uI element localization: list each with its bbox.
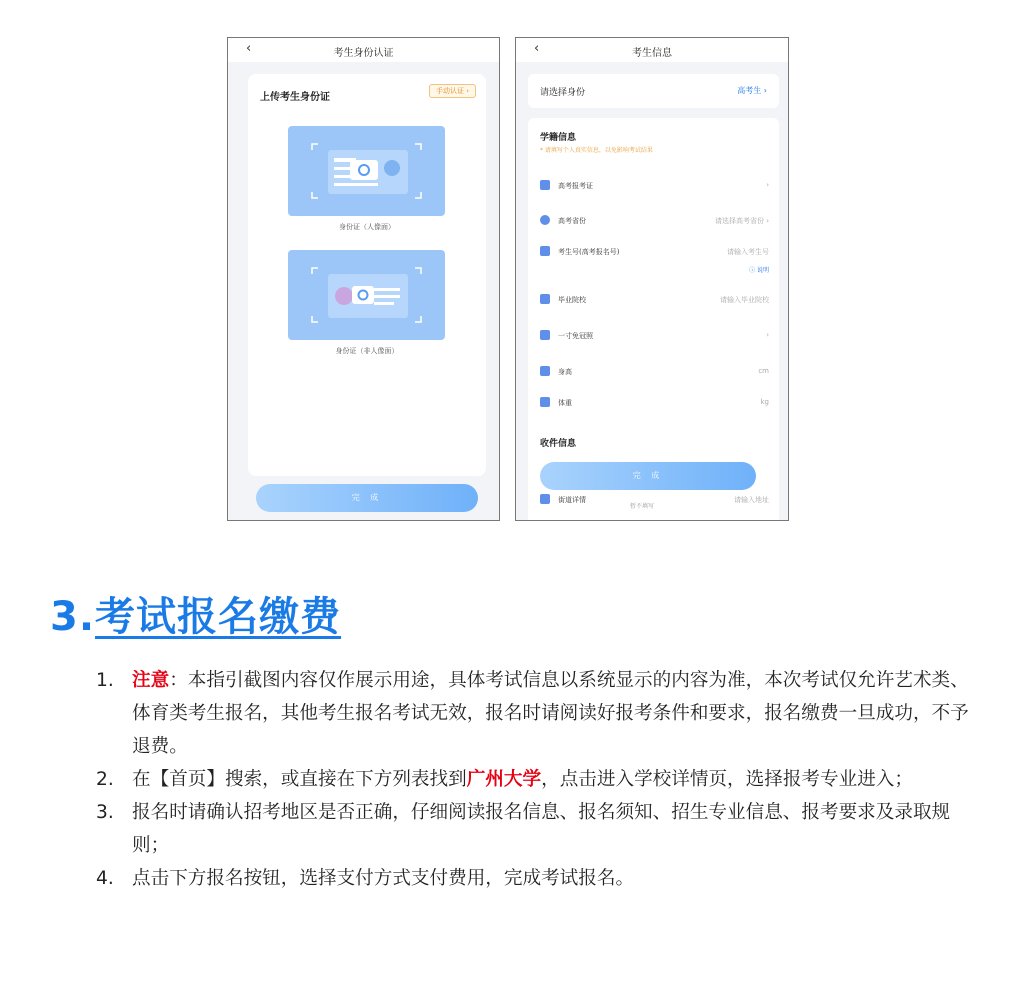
screen-title: 考生信息: [632, 48, 672, 59]
info-form-card: [528, 118, 779, 521]
id-number-icon: [540, 246, 550, 256]
id-card-back-icon: [288, 250, 445, 340]
field-street[interactable]: 街道详情 请输入地址: [540, 492, 769, 508]
screen-title: 考生身份认证: [333, 48, 394, 59]
height-icon: [540, 366, 550, 376]
id-card-front-icon: [288, 126, 445, 216]
field-height[interactable]: 身高 cm: [540, 364, 769, 380]
upload-card: [248, 74, 486, 476]
id-card-back-upload[interactable]: [288, 250, 445, 340]
back-arrow-icon[interactable]: ‹: [246, 41, 252, 56]
skip-link[interactable]: 暂不填写: [630, 503, 655, 510]
weight-icon: [540, 397, 550, 407]
explain-link[interactable]: ⓘ 说明: [749, 267, 769, 274]
mail-section-title: 收件信息: [540, 439, 577, 449]
upload-title: 上传考生身份证: [260, 92, 330, 103]
field-province[interactable]: 高考省份 请选择高考省份 ›: [540, 213, 769, 229]
field-graduate-school[interactable]: 毕业院校 请输入毕业院校: [540, 292, 769, 308]
map-icon: [540, 494, 550, 504]
done-button[interactable]: 完 成: [256, 484, 478, 512]
person-icon: [540, 330, 550, 340]
instruction-list: [96, 664, 976, 895]
emphasis-text: 广州大学: [466, 769, 542, 790]
list-item: 3. 报名时请确认招考地区是否正确，仔细阅读报名信息、报名须知、招生专业信息、报考要求及录取规则；: [96, 802, 951, 856]
certificate-icon: [540, 180, 550, 190]
manual-verify-button[interactable]: 手动认证 ›: [429, 84, 476, 98]
id-front-caption: 身份证（人像面）: [339, 223, 395, 231]
school-section-title: 学籍信息: [540, 133, 577, 143]
id-verification-screenshot: [227, 37, 500, 521]
identity-value: 高考生 ›: [737, 86, 767, 95]
nav-bar: [516, 38, 788, 62]
field-photo[interactable]: 一寸免冠照 ›: [540, 328, 769, 344]
section-title: 考试报名缴费: [95, 594, 342, 640]
list-item: 4. 点击下方报名按钮，选择支付方式支付费用，完成考试报名。: [96, 868, 635, 889]
section-heading: [50, 585, 341, 642]
field-weight[interactable]: 体重 kg: [540, 395, 769, 411]
section-number: 3.: [50, 594, 96, 640]
school-section-note: * 请填写个人真实信息，以免影响考试结果: [540, 147, 653, 154]
candidate-info-screenshot: [515, 37, 789, 521]
identity-label: 请选择身份: [540, 88, 586, 98]
identity-select-row[interactable]: [528, 74, 779, 108]
school-icon: [540, 294, 550, 304]
list-item: 2. 在【首页】搜索，或直接在下方列表找到广州大学，点击进入学校详情页，选择报考专业进入；: [96, 769, 913, 790]
back-arrow-icon[interactable]: ‹: [534, 41, 540, 56]
location-icon: [540, 215, 550, 225]
field-candidate-number[interactable]: 考生号(高考报名号) 请输入考生号: [540, 244, 769, 260]
emphasis-text: 注意: [132, 670, 170, 691]
done-button[interactable]: 完 成: [540, 462, 756, 490]
id-card-front-upload[interactable]: [288, 126, 445, 216]
nav-bar: [228, 38, 499, 62]
id-back-caption: 身份证（非人像面）: [335, 347, 399, 355]
field-exam-certificate[interactable]: 高考报考证 ›: [540, 178, 769, 194]
list-item: 1. 注意：本指引截图内容仅作展示用途，具体考试信息以系统显示的内容为准，本次考试仅允许艺术类、体育类考生报名，其他考生报名考试无效，报名时请阅读好报考条件和要求，报名缴费一旦成功，不予退费。: [96, 670, 969, 757]
